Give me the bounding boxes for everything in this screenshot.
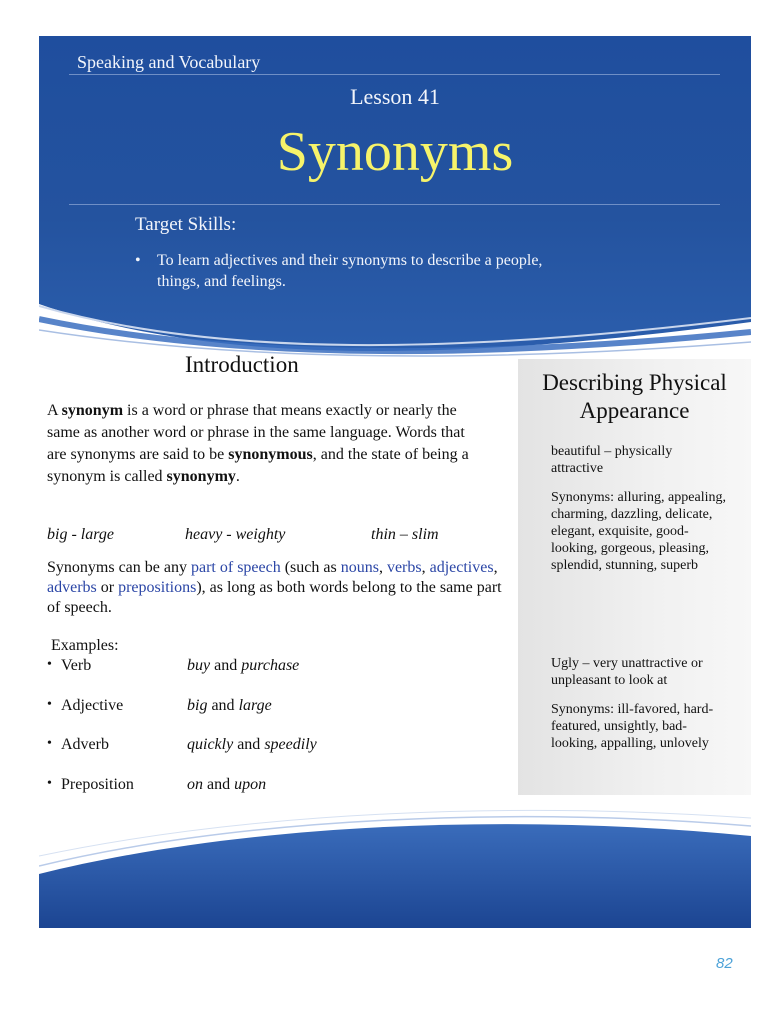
beautiful-synonyms: Synonyms: alluring, appealing, charming, dazzling, delicate, elegant, exquisite, good-looking, gorgeous, pleasing, splendid, stunning, superb: [551, 490, 726, 573]
bullet-icon: •: [47, 776, 52, 791]
bullet-icon: •: [47, 736, 52, 751]
link-nouns[interactable]: nouns: [340, 559, 379, 576]
example-pos: Adjective: [61, 697, 124, 714]
beautiful-definition: beautiful – physically attractive: [551, 444, 673, 476]
intro-heading: Introduction: [185, 352, 299, 377]
bullet-icon: •: [135, 252, 141, 269]
sidebar-physical-appearance: [518, 359, 751, 795]
parts-of-speech-paragraph: Synonyms can be any part of speech (such as nouns, verbs, adjectives, adverbs or prepositions), as long as both words belong to the same part of speech.: [47, 559, 502, 616]
bullet-icon: •: [47, 697, 52, 712]
bullet-icon: •: [47, 657, 52, 672]
example-pair: buy and purchase: [187, 657, 300, 674]
example-pos: Preposition: [61, 776, 134, 793]
page-title: Synonyms: [276, 121, 514, 183]
pair-example-1: big - large: [47, 526, 114, 543]
header-swoosh: [39, 36, 751, 376]
pair-example-3: thin – slim: [371, 526, 439, 543]
examples-label: Examples:: [51, 637, 119, 654]
footer-banner: [39, 796, 751, 928]
example-pos: Verb: [61, 657, 92, 674]
target-skill-item: • To learn adjectives and their synonyms to describe a people, things, and feelings.: [135, 252, 543, 290]
sidebar-title: Describing Physical Appearance: [542, 370, 727, 423]
series-title: Speaking and Vocabulary: [77, 52, 261, 72]
link-part-of-speech[interactable]: part of speech: [190, 559, 281, 576]
link-adverbs[interactable]: adverbs: [47, 579, 97, 596]
target-skills-heading: Target Skills:: [135, 214, 237, 235]
page-frame: [39, 36, 751, 928]
example-pair: big and large: [187, 697, 272, 714]
example-pos: Adverb: [61, 736, 109, 753]
page-number: 82: [716, 955, 733, 972]
link-adjectives[interactable]: adjectives: [429, 559, 494, 576]
synonym-definition: A synonym is a word or phrase that means exactly or nearly the same as another word or phrase in the same language. Words that are synonyms are said to be synonymous, and the state of being a synonym is called synonymy.: [47, 402, 469, 485]
pair-example-2: heavy - weighty: [185, 526, 286, 543]
lesson-number: Lesson 41: [350, 84, 440, 109]
example-pair: on and upon: [187, 776, 267, 793]
example-pair: quickly and speedily: [187, 736, 317, 753]
ugly-definition: Ugly – very unattractive or unpleasant to look at: [551, 656, 703, 688]
ugly-synonyms: Synonyms: ill-favored, hard-featured, unsightly, bad-looking, appalling, unlovely: [551, 702, 714, 751]
link-verbs[interactable]: verbs: [386, 559, 422, 576]
link-prepositions[interactable]: prepositions: [118, 579, 197, 596]
